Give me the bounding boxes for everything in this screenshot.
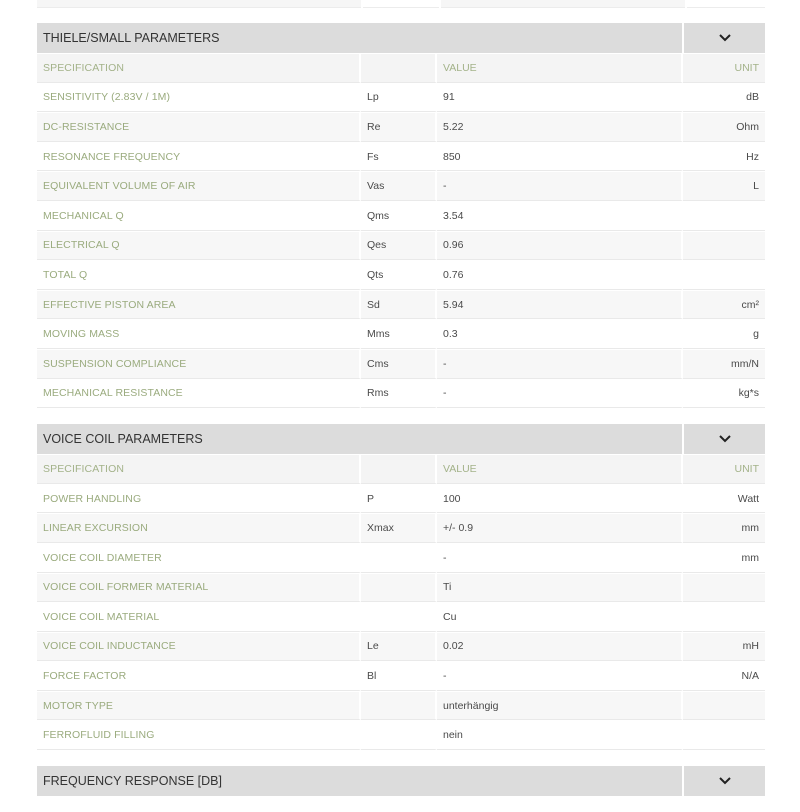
column-header-symbol bbox=[361, 53, 437, 83]
column-header-value: VALUE bbox=[437, 454, 683, 484]
spec-unit bbox=[683, 201, 765, 231]
section-title: VOICE COIL PARAMETERS bbox=[37, 424, 684, 454]
spec-symbol: Sd bbox=[361, 290, 437, 320]
table-row bbox=[37, 379, 765, 409]
spec-symbol: Qes bbox=[361, 231, 437, 261]
spec-value: - bbox=[437, 171, 683, 201]
column-header-symbol bbox=[361, 454, 437, 484]
table-row bbox=[37, 661, 765, 691]
table-row bbox=[37, 171, 765, 201]
spec-label: RESONANCE FREQUENCY bbox=[37, 142, 361, 172]
spec-symbol: Qms bbox=[361, 201, 437, 231]
table-row bbox=[37, 349, 765, 379]
table-row bbox=[37, 720, 765, 750]
spec-value: 91 bbox=[437, 83, 683, 113]
table-row bbox=[37, 231, 765, 261]
spec-value: - bbox=[437, 661, 683, 691]
spec-label: MOTOR TYPE bbox=[37, 691, 361, 721]
table-row bbox=[37, 112, 765, 142]
previous-table-remnant bbox=[37, 0, 765, 8]
spec-unit: cm² bbox=[683, 290, 765, 320]
table-row bbox=[37, 513, 765, 543]
table-row bbox=[37, 201, 765, 231]
spec-unit: mm/N bbox=[683, 349, 765, 379]
table-row bbox=[37, 319, 765, 349]
spec-unit bbox=[683, 231, 765, 261]
spec-label: DC-RESISTANCE bbox=[37, 112, 361, 142]
spec-unit: mH bbox=[683, 632, 765, 662]
spec-label: LINEAR EXCURSION bbox=[37, 513, 361, 543]
spec-label: FORCE FACTOR bbox=[37, 661, 361, 691]
spec-label: ELECTRICAL Q bbox=[37, 231, 361, 261]
spec-symbol bbox=[361, 543, 437, 573]
section-title: FREQUENCY RESPONSE [DB] bbox=[37, 766, 684, 796]
table-row bbox=[37, 260, 765, 290]
spec-unit: L bbox=[683, 171, 765, 201]
table-header-row bbox=[37, 454, 765, 484]
spec-symbol: Fs bbox=[361, 142, 437, 172]
column-header-unit: UNIT bbox=[683, 454, 765, 484]
column-header-specification: SPECIFICATION bbox=[37, 53, 361, 83]
chevron-down-icon[interactable] bbox=[684, 23, 765, 53]
table-row bbox=[37, 543, 765, 573]
spec-symbol: Re bbox=[361, 112, 437, 142]
table-row bbox=[37, 691, 765, 721]
column-header-value: VALUE bbox=[437, 53, 683, 83]
table-row bbox=[37, 573, 765, 603]
spec-unit bbox=[683, 260, 765, 290]
spec-symbol bbox=[361, 602, 437, 632]
spec-value: 5.22 bbox=[437, 112, 683, 142]
spec-unit: Hz bbox=[683, 142, 765, 172]
spec-unit: N/A bbox=[683, 661, 765, 691]
spec-label: MECHANICAL Q bbox=[37, 201, 361, 231]
chevron-down-icon[interactable] bbox=[684, 424, 765, 454]
spec-value: 0.02 bbox=[437, 632, 683, 662]
spec-value: 0.3 bbox=[437, 319, 683, 349]
spec-symbol: Le bbox=[361, 632, 437, 662]
spec-unit bbox=[683, 720, 765, 750]
spec-value: - bbox=[437, 543, 683, 573]
spec-symbol: Vas bbox=[361, 171, 437, 201]
spec-unit: g bbox=[683, 319, 765, 349]
spec-label: SUSPENSION COMPLIANCE bbox=[37, 349, 361, 379]
spec-value: 3.54 bbox=[437, 201, 683, 231]
spec-symbol bbox=[361, 720, 437, 750]
spec-symbol bbox=[361, 691, 437, 721]
table-row bbox=[37, 142, 765, 172]
column-header-unit: UNIT bbox=[683, 53, 765, 83]
section-header-toggle[interactable] bbox=[37, 766, 765, 796]
spec-unit bbox=[683, 691, 765, 721]
spec-unit: mm bbox=[683, 513, 765, 543]
spec-value: +/- 0.9 bbox=[437, 513, 683, 543]
spec-symbol: Rms bbox=[361, 379, 437, 409]
spec-label: EQUIVALENT VOLUME OF AIR bbox=[37, 171, 361, 201]
table-header-row bbox=[37, 53, 765, 83]
spec-unit: Ohm bbox=[683, 112, 765, 142]
chevron-down-icon[interactable] bbox=[684, 766, 765, 796]
spec-unit: mm bbox=[683, 543, 765, 573]
table-row bbox=[37, 83, 765, 113]
spec-label: FERROFLUID FILLING bbox=[37, 720, 361, 750]
spec-label: TOTAL Q bbox=[37, 260, 361, 290]
spec-unit bbox=[683, 602, 765, 632]
spec-symbol: Cms bbox=[361, 349, 437, 379]
spec-unit bbox=[683, 573, 765, 603]
spec-value: 100 bbox=[437, 484, 683, 514]
spec-label: VOICE COIL FORMER MATERIAL bbox=[37, 573, 361, 603]
spec-symbol: P bbox=[361, 484, 437, 514]
spec-symbol bbox=[361, 573, 437, 603]
spec-value: - bbox=[437, 379, 683, 409]
spec-unit: dB bbox=[683, 83, 765, 113]
section-title: THIELE/SMALL PARAMETERS bbox=[37, 23, 684, 53]
spec-symbol: Xmax bbox=[361, 513, 437, 543]
spec-symbol: Qts bbox=[361, 260, 437, 290]
spec-section bbox=[37, 424, 765, 750]
spec-section bbox=[37, 23, 765, 408]
spec-value: 0.76 bbox=[437, 260, 683, 290]
spec-label: VOICE COIL MATERIAL bbox=[37, 602, 361, 632]
spec-page bbox=[37, 0, 765, 812]
section-header-toggle[interactable] bbox=[37, 23, 765, 53]
spec-symbol: Mms bbox=[361, 319, 437, 349]
spec-label: VOICE COIL INDUCTANCE bbox=[37, 632, 361, 662]
spec-label: SENSITIVITY (2.83V / 1M) bbox=[37, 83, 361, 113]
spec-unit: kg*s bbox=[683, 379, 765, 409]
spec-value: 850 bbox=[437, 142, 683, 172]
spec-sections bbox=[37, 23, 765, 796]
spec-value: - bbox=[437, 349, 683, 379]
spec-label: MOVING MASS bbox=[37, 319, 361, 349]
spec-unit: Watt bbox=[683, 484, 765, 514]
table-row bbox=[37, 290, 765, 320]
spec-symbol: Bl bbox=[361, 661, 437, 691]
spec-value: 5.94 bbox=[437, 290, 683, 320]
table-row bbox=[37, 602, 765, 632]
table-row bbox=[37, 484, 765, 514]
spec-value: nein bbox=[437, 720, 683, 750]
spec-value: 0.96 bbox=[437, 231, 683, 261]
column-header-specification: SPECIFICATION bbox=[37, 454, 361, 484]
spec-label: POWER HANDLING bbox=[37, 484, 361, 514]
spec-value: unterhängig bbox=[437, 691, 683, 721]
spec-label: EFFECTIVE PISTON AREA bbox=[37, 290, 361, 320]
spec-value: Ti bbox=[437, 573, 683, 603]
spec-value: Cu bbox=[437, 602, 683, 632]
section-header-toggle[interactable] bbox=[37, 424, 765, 454]
spec-label: VOICE COIL DIAMETER bbox=[37, 543, 361, 573]
spec-symbol: Lp bbox=[361, 83, 437, 113]
spec-label: MECHANICAL RESISTANCE bbox=[37, 379, 361, 409]
spec-section bbox=[37, 766, 765, 796]
table-row bbox=[37, 632, 765, 662]
